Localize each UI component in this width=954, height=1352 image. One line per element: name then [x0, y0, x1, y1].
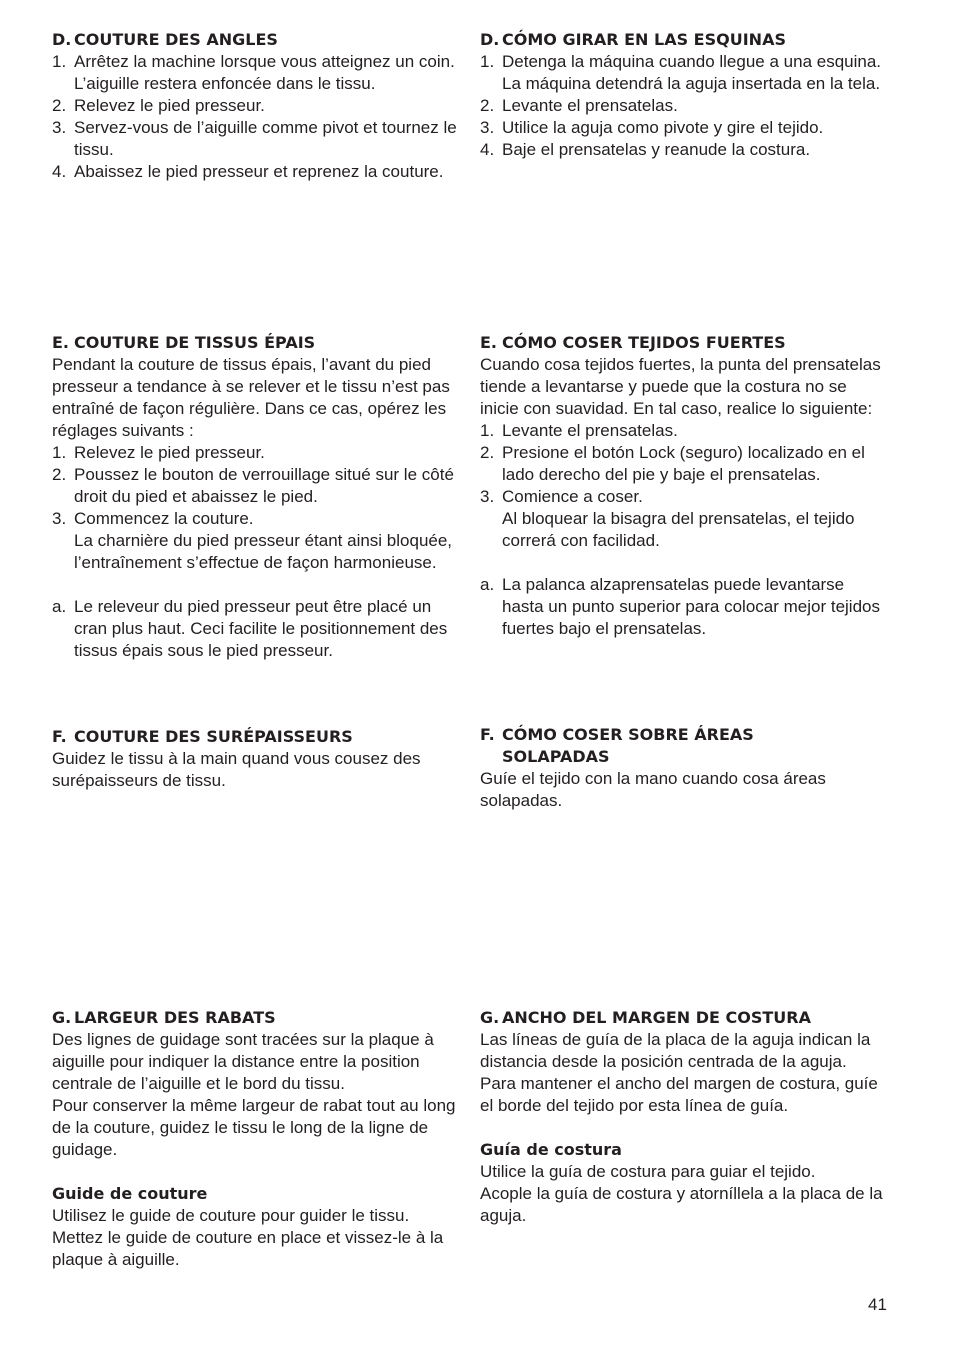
es-f-heading: F. CÓMO COSER SOBRE ÁREAS SOLAPADAS: [480, 725, 754, 766]
list-item: 2. Poussez le bouton de verrouillage situé sur le côté droit du pied et abaissez le pied.: [52, 465, 454, 506]
list-item: 2. Relevez le pied presseur.: [52, 96, 265, 115]
es-f-text: Guíe el tejido con la mano cuando cosa áreas solapadas.: [480, 769, 826, 810]
fr-section-g: [52, 1007, 462, 1271]
fr-g-subheading: Guide de couture: [52, 1184, 208, 1203]
fr-section-d: [52, 29, 462, 183]
es-e-intro: Cuando cosa tejidos fuertes, la punta del prensatelas tiende a levantarse y puede que la costura no se inicie con suavidad. En tal caso, realice lo siguiente:: [480, 355, 881, 418]
es-e-heading: E. CÓMO COSER TEJIDOS FUERTES: [480, 333, 786, 352]
list-item: 2. Levante el prensatelas.: [480, 96, 678, 115]
fr-g-p2: Pour conserver la même largeur de rabat tout au long de la couture, guidez le tissu le long de la ligne de guidage.: [52, 1096, 456, 1159]
es-g-subheading: Guía de costura: [480, 1140, 622, 1159]
list-item: 3. Servez-vous de l’aiguille comme pivot et tournez le tissu.: [52, 118, 457, 159]
fr-section-f: [52, 726, 462, 792]
fr-g-sub-p1: Utilisez le guide de couture pour guider le tissu.: [52, 1206, 410, 1225]
fr-e-item3-note: La charnière du pied presseur étant ainsi bloquée, l’entraînement s’effectue de façon harmonieuse.: [74, 531, 453, 572]
list-item: 3. Commencez la couture.: [52, 509, 254, 528]
es-g-sub-p2: Acople la guía de costura y atorníllela a la placa de la aguja.: [480, 1184, 883, 1225]
es-section-g: [480, 1007, 890, 1227]
fr-g-p1: Des lignes de guidage sont tracées sur la plaque à aiguille pour indiquer la distance entre la position centrale de l’aiguille et le bord du tissu.: [52, 1030, 434, 1093]
es-e-item3-note: Al bloquear la bisagra del prensatelas, el tejido correrá con facilidad.: [502, 509, 855, 550]
fr-section-e: [52, 332, 462, 662]
es-e-note: a. La palanca alzaprensatelas puede levantarse hasta un punto superior para colocar mejor tejidos fuertes bajo el prensatelas.: [480, 575, 880, 638]
es-g-p1: Las líneas de guía de la placa de la aguja indican la distancia desde la posición centrada de la aguja.: [480, 1030, 871, 1071]
es-section-f: [480, 724, 890, 812]
fr-f-heading: F. COUTURE DES SURÉPAISSEURS: [52, 727, 353, 746]
fr-d-heading: D. COUTURE DES ANGLES: [52, 30, 278, 49]
fr-e-note: a. Le releveur du pied presseur peut être placé un cran plus haut. Ceci facilite le positionnement des tissus épais sous le pied presseur.: [52, 597, 448, 660]
fr-e-intro: Pendant la couture de tissus épais, l’avant du pied presseur a tendance à se relever et le tissu n’est pas entraîné de façon régulière. Dans ce cas, opérez les réglages suivants :: [52, 355, 450, 440]
es-section-e: [480, 332, 890, 640]
es-d-heading: D. CÓMO GIRAR EN LAS ESQUINAS: [480, 30, 786, 49]
fr-f-text: Guidez le tissu à la main quand vous cousez des surépaisseurs de tissu.: [52, 749, 421, 790]
es-section-d: [480, 29, 890, 161]
es-g-sub-p1: Utilice la guía de costura para guiar el tejido.: [480, 1162, 816, 1181]
list-item: 3. Utilice la aguja como pivote y gire el tejido.: [480, 118, 824, 137]
fr-e-heading: E. COUTURE DE TISSUS ÉPAIS: [52, 333, 316, 352]
list-item: 2. Presione el botón Lock (seguro) localizado en el lado derecho del pie y baje el prensatelas.: [480, 443, 865, 484]
list-item: 1. Levante el prensatelas.: [480, 421, 678, 440]
page-number: 41: [868, 1295, 887, 1314]
fr-g-heading: G. LARGEUR DES RABATS: [52, 1008, 276, 1027]
es-g-heading: G. ANCHO DEL MARGEN DE COSTURA: [480, 1008, 811, 1027]
list-item: 1. Relevez le pied presseur.: [52, 443, 265, 462]
list-item: 4. Baje el prensatelas y reanude la costura.: [480, 140, 811, 159]
list-item: 1. Arrêtez la machine lorsque vous atteignez un coin. L’aiguille restera enfoncée dans le tissu.: [52, 52, 455, 93]
fr-g-sub-p2: Mettez le guide de couture en place et vissez-le à la plaque à aiguille.: [52, 1228, 444, 1269]
list-item: 1. Detenga la máquina cuando llegue a una esquina. La máquina detendrá la aguja insertada en la tela.: [480, 52, 882, 93]
list-item: 3. Comience a coser.: [480, 487, 643, 506]
list-item: 4. Abaissez le pied presseur et reprenez la couture.: [52, 162, 444, 181]
es-g-p2: Para mantener el ancho del margen de costura, guíe el borde del tejido por esta línea de guía.: [480, 1074, 878, 1115]
